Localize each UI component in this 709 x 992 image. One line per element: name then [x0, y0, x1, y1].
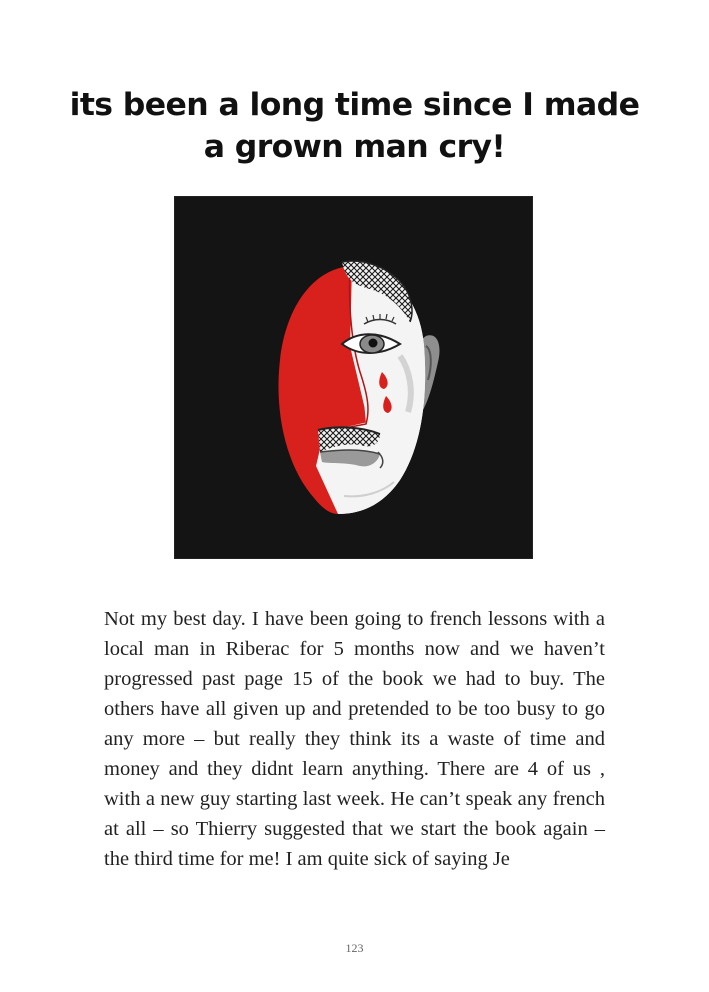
page-number: 123	[345, 941, 364, 955]
body-paragraph: Not my best day. I have been going to french lessons with a local man in Riberac for 5 months now and we haven’t progressed past page 15 of the book we had to buy. The others have all given up and pretended to be too busy to go any more – but really they think its a waste of time and money and they didnt learn anything. There are 4 of us , with a new guy starting last week. He can’t speak any french at all – so Thierry suggested that we start the book again – the third time for me! I am quite sick of saying Je	[104, 608, 605, 870]
page-title: its been a long time since I made a grown man cry!	[69, 87, 640, 165]
clown-painting-image	[174, 196, 533, 559]
